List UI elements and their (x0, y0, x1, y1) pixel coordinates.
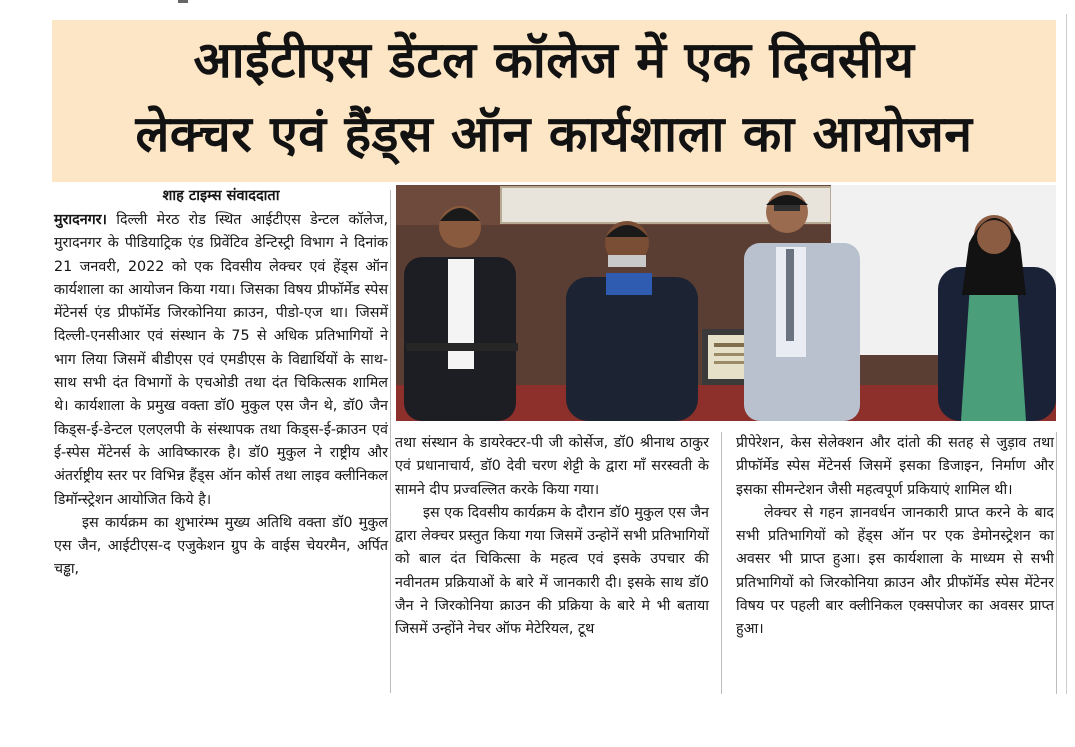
column-rule (1056, 432, 1057, 694)
article-column-1 (54, 209, 388, 582)
article-paragraph: इस एक दिवसीय कार्यक्रम के दौरान डॉ0 मुकुल एस जैन द्वारा लेक्चर प्रस्तुत किया गया जिसमें उन्होनें सभी प्रतिभागियों को बाल दंत चिकित्सा के महत्व एवं इसके उपचार की नवीनतम प्रक्रियाओं के बारे में जानकारी दी। इसके साथ डॉ0 जैन ने जिरकोनिया क्राउन की प्रक्रिया के बारे मे भी बताया जिसमें उन्होंने नेचर ऑफ मेटेरियल, टूथ (395, 504, 709, 638)
article-paragraph: लेक्चर से गहन ज्ञानवर्धन जानकारी प्राप्त करने के बाद सभी प्रतिभागियों को हेंड्स ऑन पर एक डेमोनस्ट्रेशन का अवसर भी प्राप्त हुआ। इस कार्यशाला के माध्यम से सभी प्रतिभागियों को जिरकोनिया क्राउन और प्रीफॉर्मेड स्पेस मेंटेनर विषय पर पहली बार क्लीनिकल एक्सपोजर का अवसर प्राप्त हुआ। (736, 504, 1054, 638)
column-rule (721, 432, 722, 694)
byline: शाह टाइम्स संवाददाता (162, 188, 280, 204)
page-bottom-margin (0, 694, 1075, 747)
page-top-tick (178, 0, 188, 3)
headline-line-2: लेक्चर एवं हैंड्स ऑन कार्यशाला का आयोजन (135, 105, 973, 163)
article-paragraph: तथा संस्थान के डायरेक्टर-पी जी कोर्सेज, डॉ0 श्रीनाथ ठाकुर एवं प्रधानाचार्य, डॉ0 देवी चरण शेट्टी के द्वारा माँ सरस्वती के सामने दीप प्रज्वल्लित करके किया गया। (395, 435, 709, 498)
article-column-2 (395, 432, 709, 642)
page-right-rule (1066, 14, 1067, 694)
article-paragraph: प्रीपेरेशन, केस सेलेक्शन और दांतो की सतह से जुड़ाव तथा प्रीफॉर्मेड स्पेस मेंटेनर्स जिसमें इसका डिजाइन, निर्माण और इसका सीमन्टेशन जैसी महत्वपूर्ण प्रकियाएं शामिल थी। (736, 435, 1054, 498)
dateline: मुरादनगर। (54, 212, 107, 228)
headline-line-1: आईटीएस डेंटल कॉलेज में एक दिवसीय (193, 31, 915, 89)
article-paragraph: इस कार्यक्रम का शुभारंम्भ मुख्य अतिथि वक्ता डॉ0 मुकुल एस जैन, आईटीएस-द एजुकेशन ग्रुप के वाईस चेयरमैन, अर्पित चड्ढा, (54, 514, 388, 578)
article-paragraph (54, 209, 388, 512)
column-rule (390, 190, 391, 693)
paragraph-text: दिल्ली मेरठ रोड स्थित आईटीएस डेन्टल कॉलेज, मुरादनगर के पीडियाट्रिक एंड प्रिवेंटिव डेन्टिस्ट्री विभाग ने दिनांक 21 जनवरी, 2022 को एक दिवसीय लेक्चर एवं हेंड्स ऑन कार्यशाला का आयोजन किया गया। जिसका विषय प्रीफॉर्मेड स्पेस मेंटेनर्स एंड प्रीफॉर्मेड जिरकोनिया क्राउन, पीडो-एज था। जिसमें दिल्ली-एनसीआर एवं संस्थान के 75 से अधिक प्रतिभागियों ने भाग लिया जिसमें बीडीएस एवं एमडीएस के विद्यार्थियों के साथ-साथ सभी दंत विभागों के एचओडी तथा दंत चिकित्सक शामिल थे। कार्यशाला के प्रमुख वक्ता डॉ0 मुकुल एस जैन थे, डॉ0 जैन किड्स-ई-डेन्टल एलएलपी के संस्थापक तथा किड्स-ई-क्राउन एवं ई-स्पेस मेंटेनर्स के आविष्कारक है। डॉ0 मुकुल ने राष्ट्रीय और अंतर्राष्ट्रीय स्तर पर विभिन्न हैंड्स ऑन कोर्स तथा लाइव क्लीनिकल डिमॉन्स्ट्रेशन आयोजित किये है। (54, 212, 388, 508)
event-photo-illustration (396, 185, 1056, 421)
event-photo (396, 185, 1056, 421)
article-column-3 (736, 432, 1054, 642)
page-top-edge (0, 0, 1075, 4)
